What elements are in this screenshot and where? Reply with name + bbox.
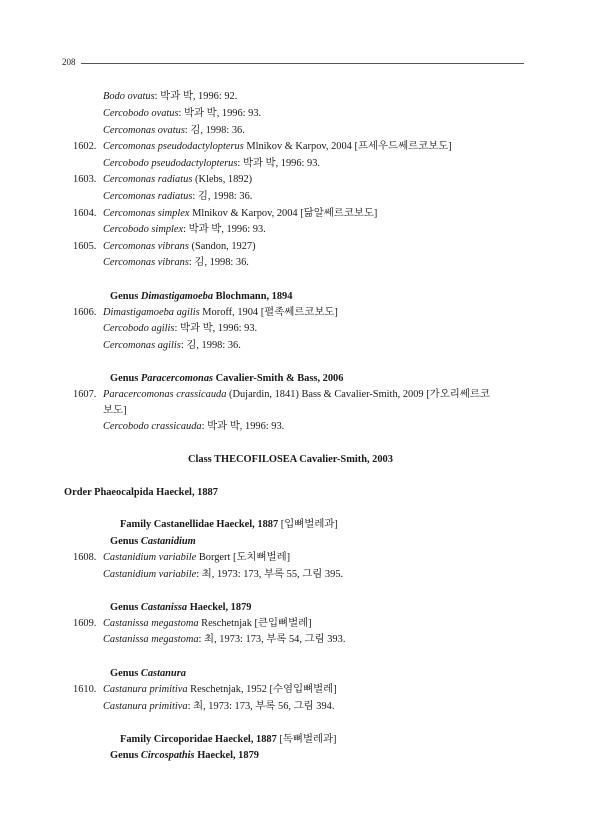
genus-heading: Genus Circospathis Haeckel, 1879 bbox=[110, 750, 259, 761]
list-item: 1607. Paracercomonas crassicauda (Dujardin, 1841) Bass & Cavalier-Smith, 2009 [가오리쎄르코 bbox=[73, 389, 490, 400]
genus-heading: Genus Dimastigamoeba Blochmann, 1894 bbox=[110, 291, 293, 302]
page-number: 208 bbox=[62, 57, 76, 67]
list-item: Castanidium variabile: 최, 1973: 173, 부록 55, 그림 395. bbox=[103, 569, 344, 580]
genus-heading: Genus Castanissa Haeckel, 1879 bbox=[110, 602, 252, 613]
list-item: Cercobodo pseudodactylopterus: 박과 박, 1996: 93. bbox=[103, 158, 321, 169]
list-item: Castanissa megastoma: 최, 1973: 173, 부록 54, 그림 393. bbox=[103, 634, 346, 645]
list-item: 1610. Castanura primitiva Reschetnjak, 1952 [수염입뼈벌레] bbox=[73, 684, 337, 695]
genus-heading: Genus Paracercomonas Cavalier-Smith & Bass, 2006 bbox=[110, 373, 344, 384]
list-item: 1605. Cercomonas vibrans (Sandon, 1927) bbox=[73, 241, 256, 252]
class-heading: Class THECOFILOSEA Cavalier-Smith, 2003 bbox=[188, 454, 393, 465]
list-item: Cercobodo agilis: 박과 박, 1996: 93. bbox=[103, 323, 258, 334]
list-item: 1606. Dimastigamoeba agilis Moroff, 1904 [펼족쎄르코보도] bbox=[73, 307, 338, 318]
list-item: Cercomonas radiatus: 김, 1998: 36. bbox=[103, 191, 253, 202]
family-heading: Family Castanellidae Haeckel, 1887 [입뼈벌레과] bbox=[120, 519, 338, 530]
list-item: 1602. Cercomonas pseudodactylopterus Mlnikov & Karpov, 2004 [프세우드쎄르코보도] bbox=[73, 141, 452, 152]
list-item: Cercobodo crassicauda: 박과 박, 1996: 93. bbox=[103, 421, 285, 432]
list-item: Castanura primitiva: 최, 1973: 173, 부록 56, 그림 394. bbox=[103, 701, 335, 712]
genus-heading: Genus Castanidium bbox=[110, 536, 196, 547]
genus-heading: Genus Castanura bbox=[110, 668, 186, 679]
header-rule bbox=[81, 63, 524, 64]
order-heading: Order Phaeocalpida Haeckel, 1887 bbox=[64, 487, 218, 498]
list-item: Cercomonas agilis: 김, 1998: 36. bbox=[103, 340, 241, 351]
list-item: Cercobodo ovatus: 박과 박, 1996: 93. bbox=[103, 108, 262, 119]
list-item: Cercobodo simplex: 박과 박, 1996: 93. bbox=[103, 224, 266, 235]
family-heading: Family Circoporidae Haeckel, 1887 [독뼈벌레과] bbox=[120, 734, 337, 745]
list-item: 1608. Castanidium variabile Borgert [도치뼈벌레] bbox=[73, 552, 291, 563]
list-item: Cercomonas ovatus: 김, 1998: 36. bbox=[103, 125, 245, 136]
list-item: 1609. Castanissa megastoma Reschetnjak [큰입뼈벌레] bbox=[73, 618, 312, 629]
list-item: 1604. Cercomonas simplex Mlnikov & Karpov, 2004 [닮알쎄르코보도] bbox=[73, 208, 378, 219]
list-item: 보도] bbox=[103, 405, 127, 416]
list-item: Cercomonas vibrans: 김, 1998: 36. bbox=[103, 257, 249, 268]
list-item: Bodo ovatus: 박과 박, 1996: 92. bbox=[103, 91, 238, 102]
list-item: 1603. Cercomonas radiatus (Klebs, 1892) bbox=[73, 174, 253, 185]
